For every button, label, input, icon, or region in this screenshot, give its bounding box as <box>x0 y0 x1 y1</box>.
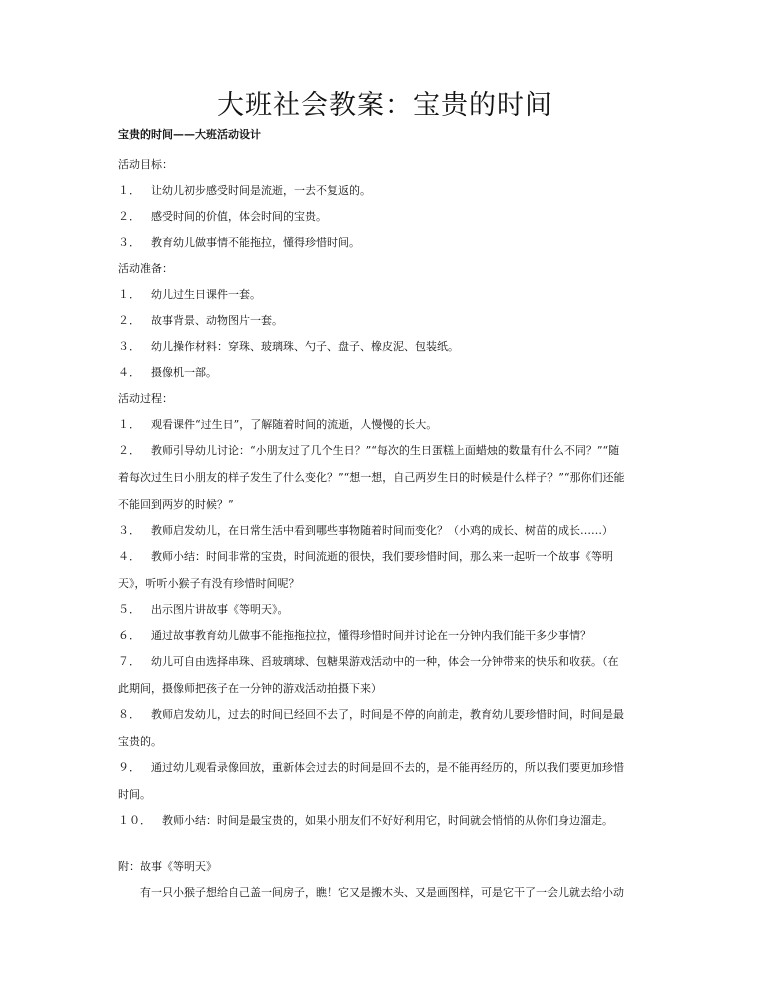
process-heading: 活动过程： <box>118 392 173 405</box>
list-item <box>118 204 658 230</box>
item-number: ３． <box>118 340 140 353</box>
item-number: ５． <box>118 603 140 616</box>
prep-list <box>118 282 658 386</box>
list-item <box>118 702 658 755</box>
item-continuation: 宝贵的。 <box>118 735 162 748</box>
item-text: 通过故事教育幼儿做事不能拖拖拉拉，懂得珍惜时间并讨论在一分钟内我们能干多少事情？ <box>151 629 591 642</box>
list-item <box>118 438 658 518</box>
item-number: ２． <box>118 210 140 223</box>
list-item <box>118 282 658 308</box>
item-text: 观看课件“过生日”，了解随着时间的流逝，人慢慢的长大。 <box>151 418 438 431</box>
item-text: 摄像机一部。 <box>151 366 217 379</box>
item-text: 教师小结：时间是最宝贵的，如果小朋友们不好好利用它，时间就会悄悄的从你们身边溜走。 <box>162 814 613 827</box>
section-gap <box>118 834 658 854</box>
item-text: 通过幼儿观看录像回放，重新体会过去的时间是回不去的，是不能再经历的，所以我们要更加珍惜 <box>151 761 624 774</box>
item-text: 幼儿过生日课件一套。 <box>151 288 261 301</box>
item-text: 教师启发幼儿，在日常生活中看到哪些事物随着时间而变化？（小鸡的成长、树苗的成长……） <box>151 524 613 537</box>
goals-list <box>118 178 658 256</box>
item-text: 幼儿操作材料：穿珠、玻璃珠、勺子、盘子、橡皮泥、包装纸。 <box>151 340 459 353</box>
item-number: ４． <box>118 550 140 563</box>
list-item <box>118 518 658 544</box>
item-number: ４． <box>118 366 140 379</box>
item-text: 教师小结：时间非常的宝贵，时间流逝的很快，我们要珍惜时间，那么来一起听一个故事《等明 <box>151 550 613 563</box>
item-number: ６． <box>118 629 140 642</box>
item-number: ２． <box>118 314 140 327</box>
list-item <box>118 649 658 702</box>
item-number: ７． <box>118 655 140 668</box>
item-text: 教育幼儿做事情不能拖拉，懂得珍惜时间。 <box>151 236 360 249</box>
item-continuation: 着每次过生日小朋友的样子发生了什么变化？”“想一想，自己两岁生日的时候是什么样子？”“那你们还能 不能回到两岁的时候？” <box>118 471 625 511</box>
item-text: 教师引导幼儿讨论：“小朋友过了几个生日？”“每次的生日蛋糕上面蜡烛的数量有什么不同？”“随 <box>151 444 620 457</box>
item-number: ２． <box>118 444 140 457</box>
item-continuation: 天》，听听小猴子有没有珍惜时间呢？ <box>118 577 300 590</box>
appendix-paragraph: 有一只小猴子想给自己盖一间房子，瞧！它又是搬木头、又是画图样，可是它干了一会儿就去给小动 <box>140 886 624 899</box>
item-continuation: 时间。 <box>118 788 151 801</box>
list-item <box>118 623 658 649</box>
list-item <box>118 597 658 623</box>
item-text: 故事背景、动物图片一套。 <box>151 314 283 327</box>
item-text: 幼儿可自由选择串珠、舀玻璃球、包糖果游戏活动中的一种，体会一分钟带来的快乐和收获。（在 <box>151 655 619 668</box>
item-number: ３． <box>118 524 140 537</box>
item-continuation: 此期间，摄像师把孩子在一分钟的游戏活动拍摄下来） <box>118 682 382 695</box>
prep-heading: 活动准备： <box>118 262 173 275</box>
list-item <box>118 755 658 808</box>
list-item <box>118 544 658 597</box>
list-item <box>118 178 658 204</box>
item-number: １． <box>118 418 140 431</box>
item-number: １０． <box>118 814 151 827</box>
appendix-heading: 附：故事《等明天》 <box>118 860 217 873</box>
item-number: ３． <box>118 236 140 249</box>
list-item <box>118 230 658 256</box>
list-item <box>118 360 658 386</box>
item-number: １． <box>118 184 140 197</box>
list-item <box>118 412 658 438</box>
list-item <box>118 334 658 360</box>
item-text: 出示图片讲故事《等明天》。 <box>151 603 289 616</box>
item-text: 感受时间的价值，体会时间的宝贵。 <box>151 210 327 223</box>
item-text: 让幼儿初步感受时间是流逝，一去不复返的。 <box>151 184 371 197</box>
item-number: ８． <box>118 708 140 721</box>
document-title: 大班社会教案：宝贵的时间 <box>217 90 553 121</box>
item-text: 教师启发幼儿，过去的时间已经回不去了，时间是不停的向前走，教育幼儿要珍惜时间，时间是最 <box>151 708 624 721</box>
goals-heading: 活动目标： <box>118 158 173 171</box>
process-list <box>118 412 658 834</box>
list-item <box>118 308 658 334</box>
document-subtitle: 宝贵的时间——大班活动设计 <box>118 128 261 141</box>
item-number: １． <box>118 288 140 301</box>
item-number: ９． <box>118 761 140 774</box>
document-body <box>118 126 658 906</box>
list-item <box>118 808 658 834</box>
